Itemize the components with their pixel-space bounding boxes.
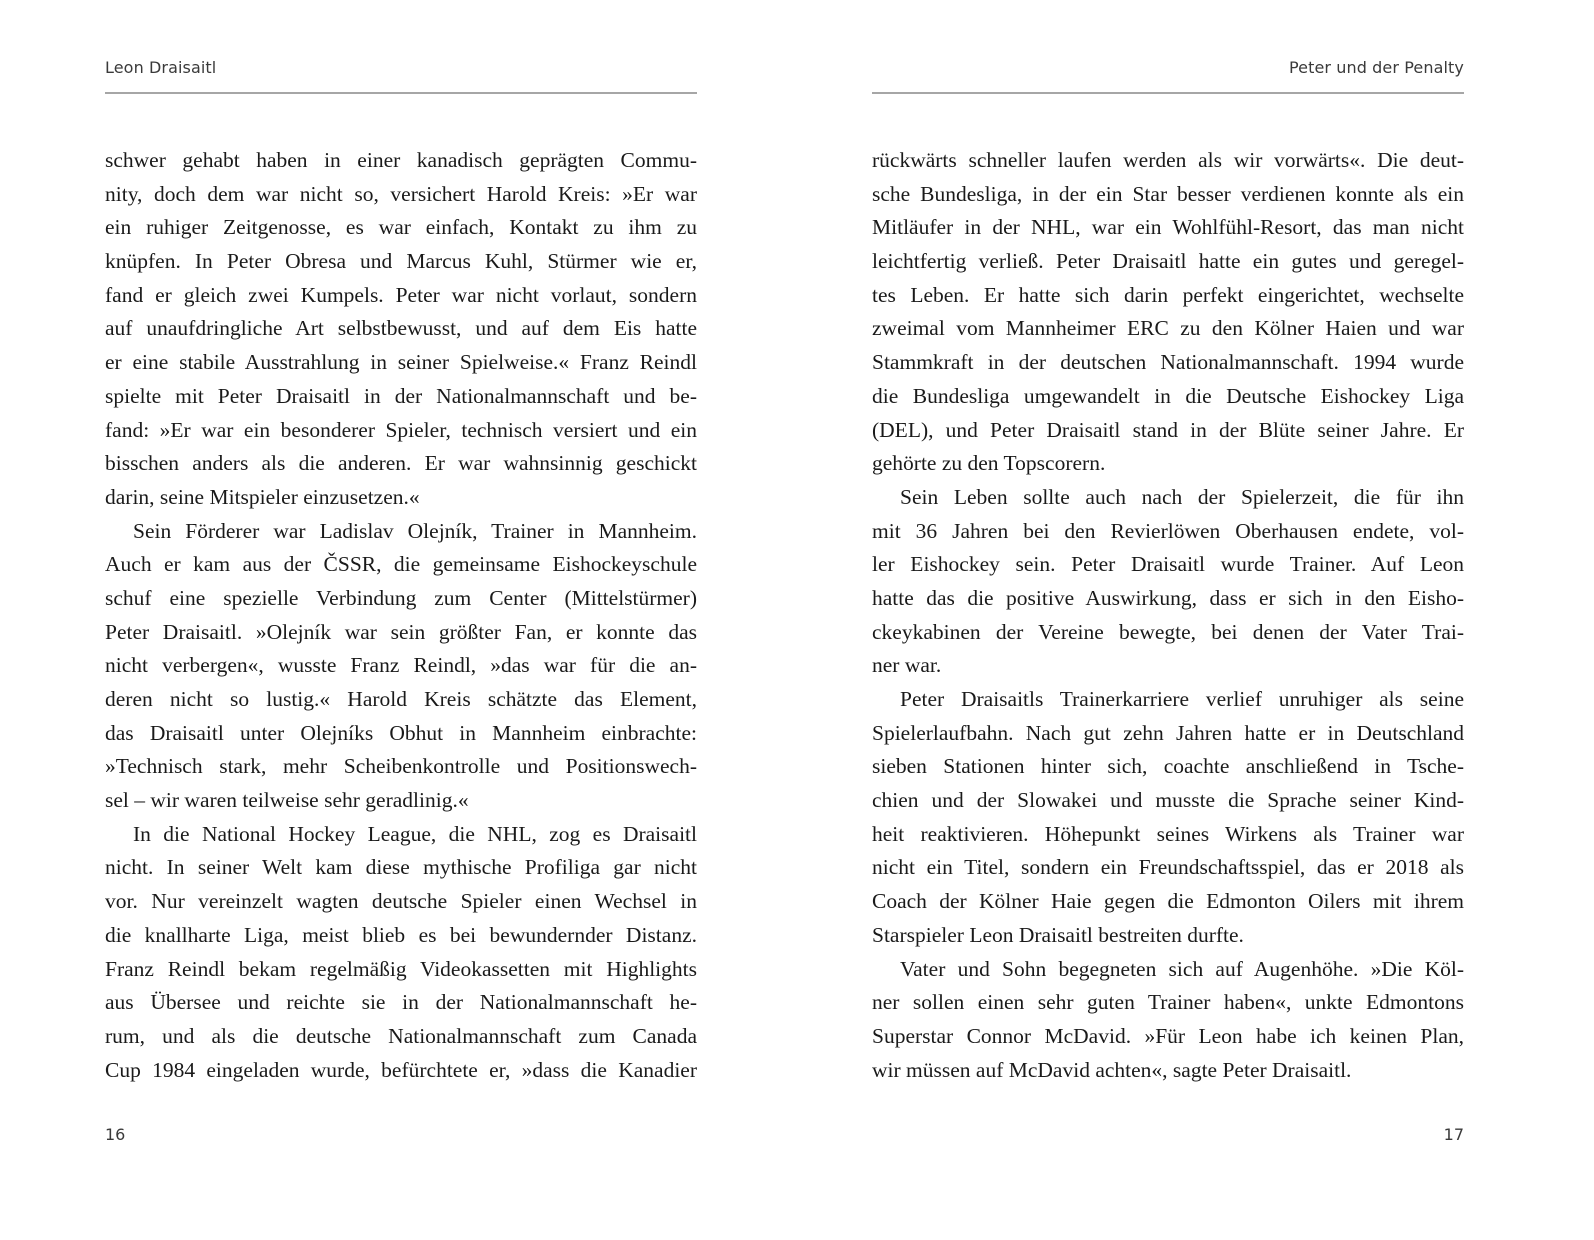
text-line: tes Leben. Er hatte sich darin perfekt eingerichtet, wechselte	[872, 282, 1464, 307]
text-line: »Technisch stark, mehr Scheibenkontrolle und Positionswech-	[105, 754, 697, 779]
text-line: wir müssen auf McDavid achten«, sagte Peter Draisaitl.	[872, 1057, 1352, 1082]
text-line: ler Eishockey sein. Peter Draisaitl wurde Trainer. Auf Leon	[872, 552, 1464, 577]
text-line: auf unaufdringliche Art selbstbewusst, und auf dem Eis hatte	[105, 316, 697, 341]
text-line: Stammkraft in der deutschen Nationalmannschaft. 1994 wurde	[872, 350, 1464, 375]
text-line: ner sollen einen sehr guten Trainer haben«, unkte Edmontons	[872, 990, 1464, 1015]
text-line: aus Übersee und reichte sie in der Nationalmannschaft he-	[105, 990, 697, 1015]
text-line: er eine stabile Ausstrahlung in seiner Spielweise.« Franz Reindl	[105, 350, 697, 375]
text-line: die knallharte Liga, meist blieb es bei bewundernder Distanz.	[105, 922, 697, 947]
text-line: Sein Förderer war Ladislav Olejník, Trainer in Mannheim.	[133, 518, 697, 543]
page-number: 17	[1443, 1125, 1464, 1144]
body-text	[872, 144, 1464, 1087]
text-line: nicht verbergen«, wusste Franz Reindl, »das war für die an-	[105, 653, 697, 678]
text-line: Coach der Kölner Haie gegen die Edmonton Oilers mit ihrem	[872, 889, 1464, 914]
text-line: bisschen anders als die anderen. Er war wahnsinnig geschickt	[105, 451, 697, 476]
text-line: leichtfertig verließ. Peter Draisaitl hatte ein gutes und geregel-	[872, 249, 1464, 274]
header-rule	[872, 92, 1464, 94]
text-line: ner war.	[872, 653, 942, 678]
text-line: das Draisaitl unter Olejníks Obhut in Mannheim einbrachte:	[105, 720, 697, 745]
text-line: Starspieler Leon Draisaitl bestreiten durfte.	[872, 922, 1244, 947]
page-number: 16	[105, 1125, 126, 1144]
body-text	[105, 144, 697, 1087]
text-line: schwer gehabt haben in einer kanadisch geprägten Commu-	[105, 148, 697, 172]
text-line: Vater und Sohn begegneten sich auf Augenhöhe. »Die Köl-	[900, 956, 1464, 981]
right-page	[872, 0, 1464, 1240]
text-line: sel – wir waren teilweise sehr geradlinig.«	[105, 788, 469, 813]
text-line: Auch er kam aus der ČSSR, die gemeinsame Eishockeyschule	[105, 552, 697, 577]
text-line: nity, doch dem war nicht so, versichert Harold Kreis: »Er war	[105, 181, 697, 206]
running-head: Peter und der Penalty	[1288, 58, 1464, 77]
text-line: Sein Leben sollte auch nach der Spielerzeit, die für ihn	[900, 484, 1464, 509]
text-line: rückwärts schneller laufen werden als wir vorwärts«. Die deut-	[872, 148, 1464, 172]
left-page	[105, 0, 697, 1240]
text-line: nicht ein Titel, sondern ein Freundschaftsspiel, das er 2018 als	[872, 855, 1464, 880]
text-line: sche Bundesliga, in der ein Star besser verdienen konnte als ein	[872, 181, 1464, 206]
text-line: zweimal vom Mannheimer ERC zu den Kölner Haien und war	[872, 316, 1464, 341]
header-rule	[105, 92, 697, 94]
text-line: Mitläufer in der NHL, war ein Wohlfühl-Resort, das man nicht	[872, 215, 1464, 240]
text-line: deren nicht so lustig.« Harold Kreis schätzte das Element,	[105, 687, 697, 711]
text-line: fand er gleich zwei Kumpels. Peter war nicht vorlaut, sondern	[105, 282, 697, 307]
text-line: Cup 1984 eingeladen wurde, befürchtete er, »dass die Kanadier	[105, 1057, 697, 1082]
text-line: Franz Reindl bekam regelmäßig Videokassetten mit Highlights	[105, 956, 697, 981]
text-line: rum, und als die deutsche Nationalmannschaft zum Canada	[105, 1023, 697, 1048]
text-line: Spielerlaufbahn. Nach gut zehn Jahren hatte er in Deutschland	[872, 720, 1464, 745]
text-line: Peter Draisaitl. »Olejník war sein größter Fan, er konnte das	[105, 619, 697, 644]
text-line: vor. Nur vereinzelt wagten deutsche Spieler einen Wechsel in	[105, 889, 697, 914]
text-line: sieben Stationen hinter sich, coachte anschließend in Tsche-	[872, 754, 1464, 779]
text-line: spielte mit Peter Draisaitl in der Nationalmannschaft und be-	[105, 383, 697, 408]
text-line: hatte das die positive Auswirkung, dass er sich in den Eisho-	[872, 585, 1464, 610]
text-line: ein ruhiger Zeitgenosse, es war einfach, Kontakt zu ihm zu	[105, 215, 697, 240]
text-line: knüpfen. In Peter Obresa und Marcus Kuhl, Stürmer wie er,	[105, 249, 697, 274]
text-line: gehörte zu den Topscorern.	[872, 451, 1106, 476]
text-line: ckeykabinen der Vereine bewegte, bei denen der Vater Trai-	[872, 619, 1464, 644]
text-line: (DEL), und Peter Draisaitl stand in der Blüte seiner Jahre. Er	[872, 417, 1464, 442]
text-line: In die National Hockey League, die NHL, zog es Draisaitl	[133, 821, 697, 846]
text-line: Superstar Connor McDavid. »Für Leon habe ich keinen Plan,	[872, 1023, 1464, 1048]
text-line: heit reaktivieren. Höhepunkt seines Wirkens als Trainer war	[872, 821, 1464, 846]
text-line: chien und der Slowakei und musste die Sprache seiner Kind-	[872, 788, 1464, 813]
text-line: mit 36 Jahren bei den Revierlöwen Oberhausen endete, vol-	[872, 518, 1464, 543]
text-line: nicht. In seiner Welt kam diese mythische Profiliga gar nicht	[105, 855, 697, 880]
running-head: Leon Draisaitl	[105, 58, 217, 77]
text-line: darin, seine Mitspieler einzusetzen.«	[105, 484, 420, 509]
text-line: fand: »Er war ein besonderer Spieler, technisch versiert und ein	[105, 417, 697, 442]
text-line: die Bundesliga umgewandelt in die Deutsche Eishockey Liga	[872, 383, 1464, 408]
text-line: schuf eine spezielle Verbindung zum Center (Mittelstürmer)	[105, 585, 697, 610]
text-line: Peter Draisaitls Trainerkarriere verlief unruhiger als seine	[900, 687, 1464, 711]
